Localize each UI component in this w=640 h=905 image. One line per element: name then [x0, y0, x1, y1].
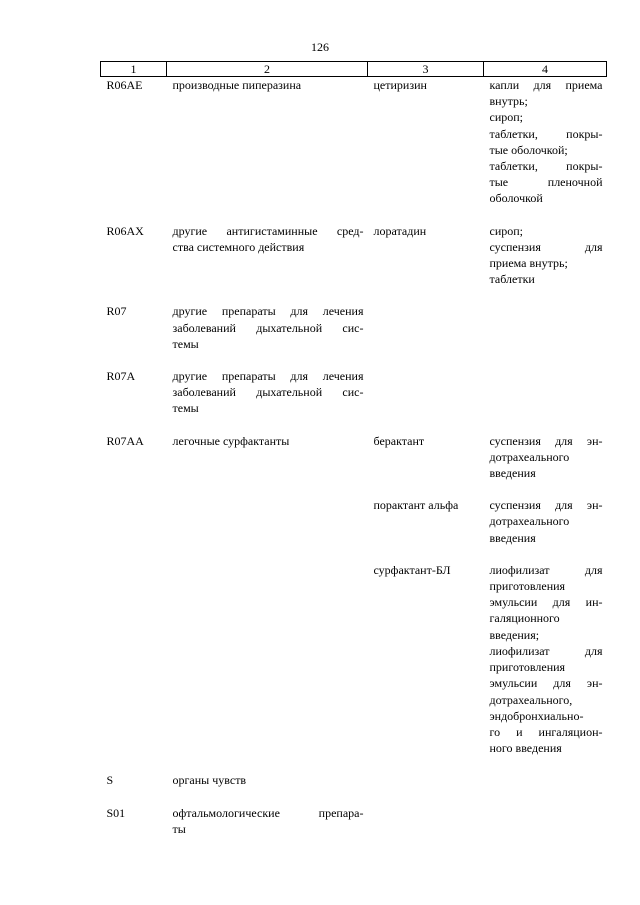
cell-line: таблетки	[489, 272, 535, 287]
column-header-3: 3	[368, 62, 484, 77]
drug-name-cell	[368, 303, 484, 368]
cell-line: дотрахеального	[489, 514, 570, 529]
cell-line: приема внутрь;	[489, 256, 568, 271]
dosage-forms-cell	[484, 368, 607, 433]
atc-code-cell: R06AE	[106, 78, 143, 92]
cell-line: сироп;	[489, 223, 524, 238]
cell-line: введения;	[489, 627, 540, 642]
cell-line: заболеваний дыхательной сис-	[172, 385, 364, 400]
cell-line: сироп;	[489, 110, 524, 125]
cell-line: дотрахеального,	[489, 692, 573, 707]
cell-line: таблетки, покры-	[489, 159, 603, 174]
atc-code-cell: R07	[106, 304, 127, 319]
cell-line: капли для приема	[489, 78, 603, 92]
cell-line: эндобронхиально-	[489, 708, 584, 723]
dosage-forms-cell	[484, 303, 607, 368]
cell-line: эмульсии для ин-	[489, 595, 603, 610]
column-header-4: 4	[484, 62, 607, 77]
cell-line: производные пиперазина	[172, 78, 302, 92]
table-row	[101, 562, 607, 772]
atc-code-cell	[101, 562, 167, 772]
dosage-forms-cell	[484, 805, 607, 853]
drug-name-cell: лоратадин	[373, 223, 427, 238]
dosage-forms-cell	[484, 772, 607, 804]
atc-code-cell: R06AX	[106, 223, 144, 238]
column-header-1: 1	[101, 62, 167, 77]
atc-code-cell: R07A	[106, 369, 136, 384]
cell-line: лиофилизат для	[489, 643, 603, 658]
cell-line: ного введения	[489, 741, 562, 756]
table-row	[101, 77, 607, 223]
table-row	[101, 805, 607, 853]
cell-line: эмульсии для эн-	[489, 676, 603, 691]
cell-line: тые оболочкой;	[489, 142, 568, 157]
cell-line: дотрахеального	[489, 449, 570, 464]
drug-name-cell	[368, 805, 484, 853]
cell-line: введения	[489, 530, 536, 545]
anatomical-group-cell	[167, 433, 368, 498]
table-row	[101, 368, 607, 433]
cell-line: приготовления	[489, 660, 566, 675]
anatomical-group-cell	[167, 805, 368, 853]
anatomical-group-cell	[167, 497, 368, 562]
cell-line: приготовления	[489, 579, 566, 594]
cell-line: внутрь;	[489, 94, 528, 109]
dosage-forms-cell	[484, 497, 607, 562]
cell-line: лиофилизат для	[489, 562, 603, 577]
drug-name-cell: порактант альфа	[373, 498, 459, 513]
dosage-forms-cell	[484, 433, 607, 498]
atc-code-cell: R07AA	[106, 433, 144, 448]
table-row	[101, 433, 607, 498]
anatomical-group-cell	[167, 303, 368, 368]
table-row	[101, 223, 607, 304]
cell-line: суспензия для	[489, 239, 603, 254]
dosage-forms-cell	[484, 77, 607, 223]
anatomical-group-cell	[167, 368, 368, 433]
cell-line: офтальмологические препара-	[172, 805, 364, 820]
dosage-forms-cell	[484, 562, 607, 772]
atc-code-cell: S01	[106, 805, 126, 820]
drug-name-cell: цетиризин	[373, 78, 427, 92]
cell-line: ты	[172, 821, 186, 836]
atc-code-cell: S	[106, 773, 114, 788]
cell-line: таблетки, покры-	[489, 126, 603, 141]
table-row	[101, 497, 607, 562]
cell-line: галяционного	[489, 611, 560, 626]
column-header-2: 2	[167, 62, 368, 77]
anatomical-group-cell	[167, 562, 368, 772]
cell-line: другие антигистаминные сред-	[172, 223, 364, 238]
drug-name-cell: берактант	[373, 433, 425, 448]
anatomical-group-cell	[167, 772, 368, 804]
cell-line: суспензия для эн-	[489, 498, 603, 513]
cell-line: другие препараты для лечения	[172, 304, 364, 319]
drug-name-cell	[368, 772, 484, 804]
cell-line: введения	[489, 466, 536, 481]
atc-code-cell	[101, 497, 167, 562]
cell-line: тые пленочной	[489, 175, 603, 190]
cell-line: органы чувств	[172, 773, 247, 788]
cell-line: темы	[172, 336, 199, 351]
cell-line: оболочкой	[489, 191, 543, 206]
anatomical-group-cell	[167, 77, 368, 223]
cell-line: го и ингаляцион-	[489, 724, 603, 739]
cell-line: легочные сурфактанты	[172, 433, 290, 448]
drug-classification-table	[100, 61, 607, 853]
table-row	[101, 772, 607, 804]
dosage-forms-cell	[484, 223, 607, 304]
cell-line: темы	[172, 401, 199, 416]
table-row	[101, 303, 607, 368]
cell-line: ства системного действия	[172, 239, 305, 254]
drug-name-cell	[368, 368, 484, 433]
drug-name-cell: сурфактант-БЛ	[373, 562, 451, 577]
cell-line: заболеваний дыхательной сис-	[172, 320, 364, 335]
table-body	[101, 77, 607, 853]
anatomical-group-cell	[167, 223, 368, 304]
cell-line: другие препараты для лечения	[172, 369, 364, 384]
cell-line: суспензия для эн-	[489, 433, 603, 448]
table-header-row	[101, 62, 607, 77]
page-number: 126	[311, 40, 329, 54]
